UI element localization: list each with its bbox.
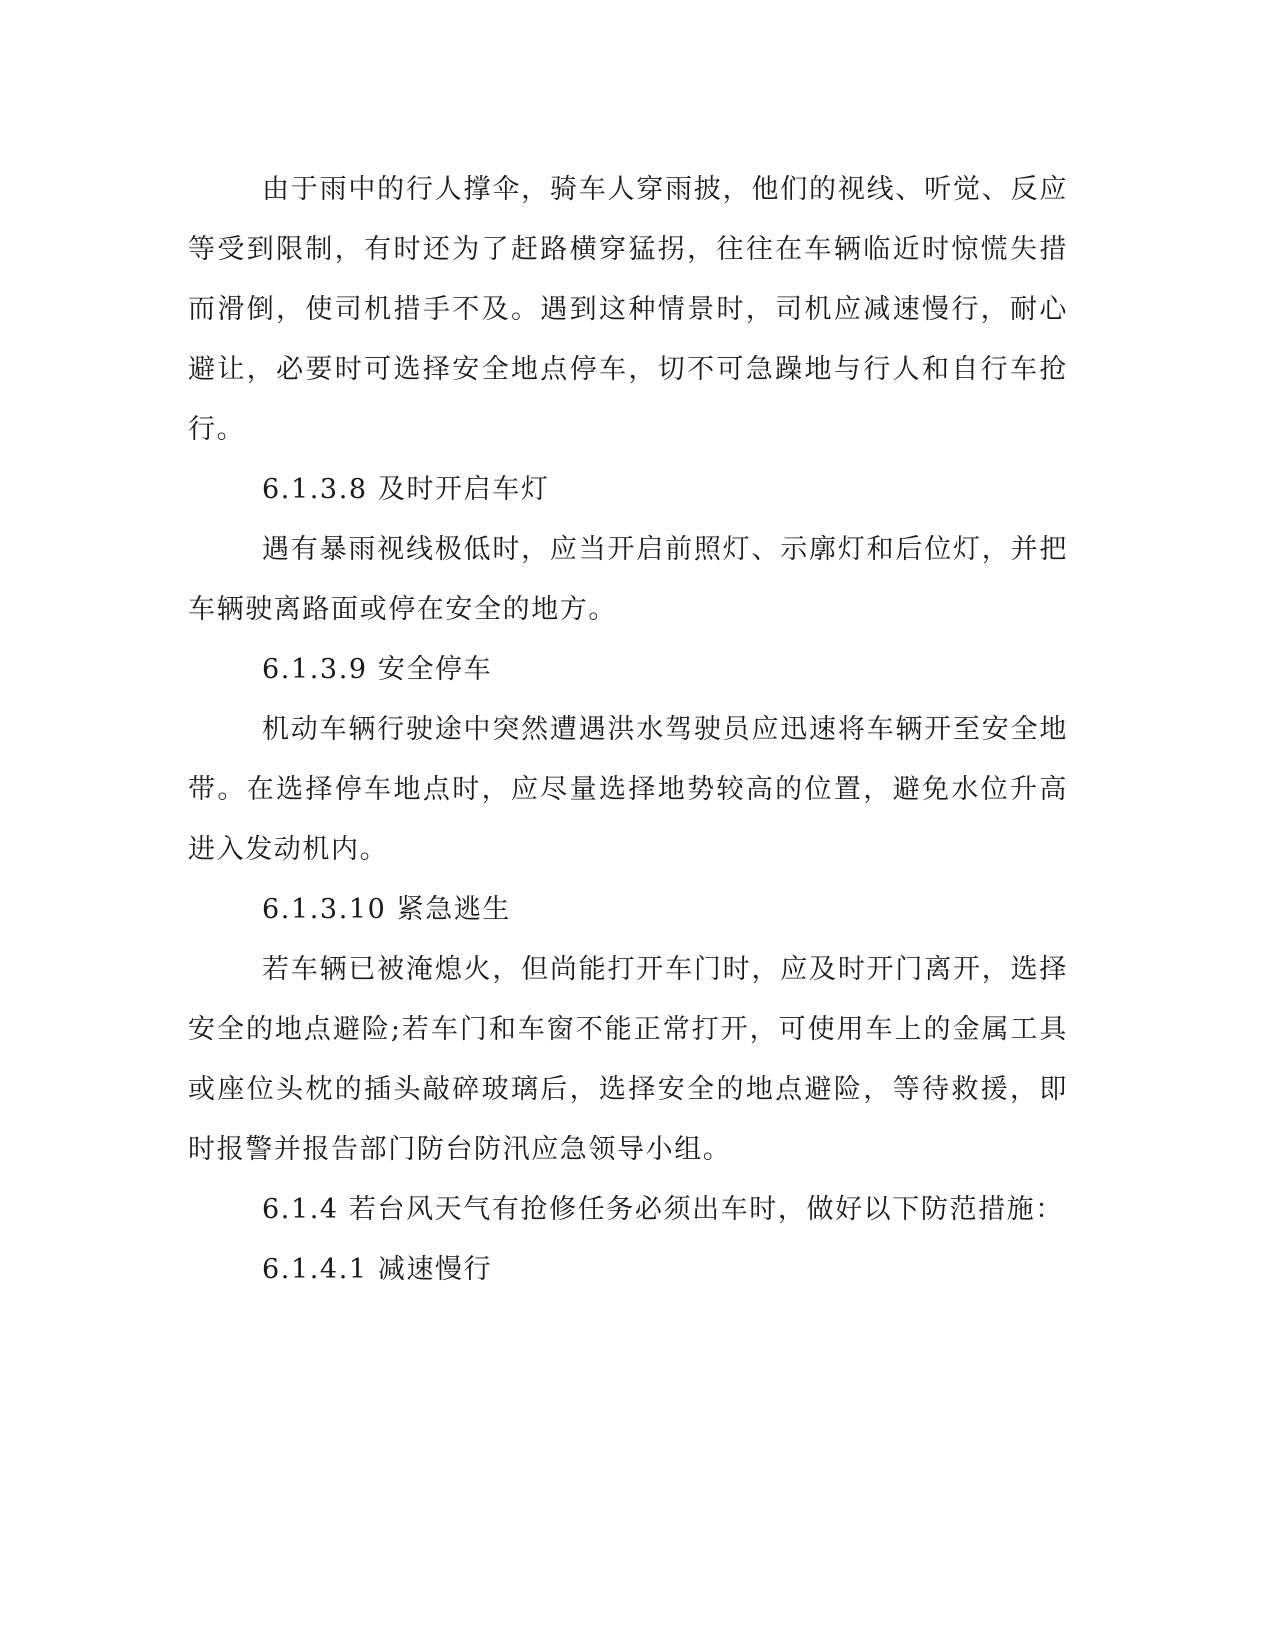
document-body [188, 160, 1068, 1300]
paragraph-turn-on-lights: 遇有暴雨视线极低时，应当开启前照灯、示廓灯和后位灯，并把车辆驶离路面或停在安全的地方。 [188, 534, 1068, 625]
section-heading-6-1-4-1: 6.1.4.1 减速慢行 [262, 1254, 493, 1285]
paragraph-safe-parking: 机动车辆行驶途中突然遭遇洪水驾驶员应迅速将车辆开至安全地带。在选择停车地点时，应尽量选择地势较高的位置，避免水位升高进入发动机内。 [188, 714, 1068, 865]
section-heading-6-1-3-9: 6.1.3.9 安全停车 [262, 654, 493, 685]
paragraph-emergency-escape: 若车辆已被淹熄火，但尚能打开车门时，应及时开门离开，选择安全的地点避险;若车门和车窗不能正常打开，可使用车上的金属工具或座位头枕的插头敲碎玻璃后，选择安全的地点避险，等待救援，即时报警并报告部门防台防汛应急领导小组。 [188, 954, 1068, 1165]
section-heading-6-1-3-8: 6.1.3.8 及时开启车灯 [262, 474, 550, 505]
section-heading-6-1-4: 6.1.4 若台风天气有抢修任务必须出车时，做好以下防范措施： [262, 1194, 1064, 1225]
paragraph-pedestrians-in-rain: 由于雨中的行人撑伞，骑车人穿雨披，他们的视线、听觉、反应等受到限制，有时还为了赶路横穿猛拐，往往在车辆临近时惊慌失措而滑倒，使司机措手不及。遇到这种情景时，司机应减速慢行，耐心避让，必要时可选择安全地点停车，切不可急躁地与行人和自行车抢行。 [188, 174, 1068, 445]
section-heading-6-1-3-10: 6.1.3.10 紧急逃生 [262, 894, 512, 925]
